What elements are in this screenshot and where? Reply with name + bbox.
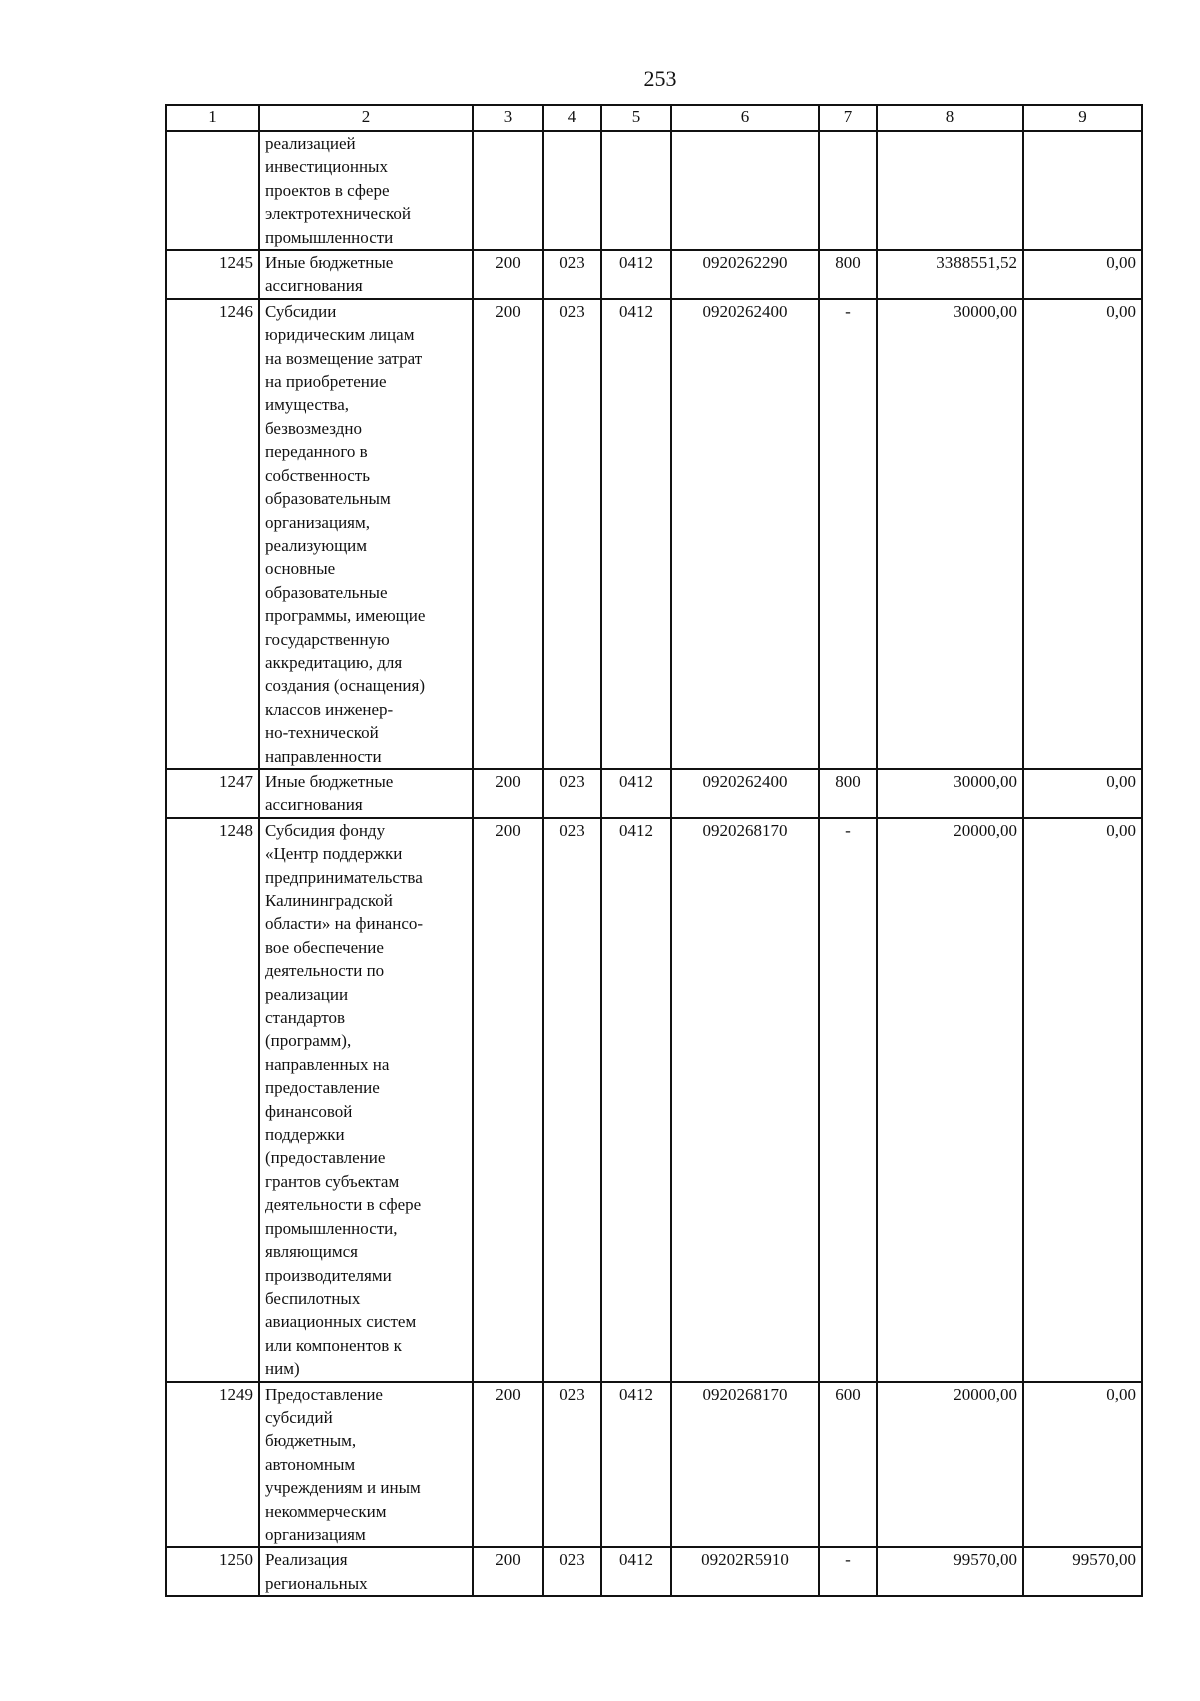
description-line: реализации [265,984,349,1004]
description-line: области» на финансо- [265,914,424,934]
description-cell [259,769,473,818]
description-line: направленных на [265,1054,390,1074]
code-cell: 0412 [601,1547,671,1596]
code-cell: - [819,299,877,769]
code-cell: 023 [543,1547,601,1596]
column-header: 3 [473,105,543,131]
description-line: бюджетным, [265,1431,357,1451]
description-line: на возмещение затрат [265,348,423,368]
amount-cell: 99570,00 [877,1547,1023,1596]
amount-cell: 0,00 [1023,299,1142,769]
description-line: учреждениям и иным [265,1478,421,1498]
description-line: производителями [265,1265,392,1285]
description-line: промышленности, [265,1218,398,1238]
description-line: Иные бюджетные [265,253,394,273]
code-cell: 200 [473,818,543,1382]
row-number-cell: 1247 [166,769,259,818]
code-cell [601,131,671,250]
code-cell: 0412 [601,299,671,769]
description-line: реализацией [265,134,356,153]
description-line: реализующим [265,535,368,555]
column-header: 2 [259,105,473,131]
description-line: классов инженер- [265,699,394,719]
description-line: являющимся [265,1242,358,1262]
table-row [166,131,1142,250]
row-number-cell: 1245 [166,250,259,299]
description-line: субсидий [265,1407,333,1427]
code-cell: 0920268170 [671,1382,819,1548]
row-number-cell: 1249 [166,1382,259,1548]
code-cell [473,131,543,250]
amount-cell: 99570,00 [1023,1547,1142,1596]
description-cell [259,250,473,299]
header-row [166,105,1142,131]
description-line: образовательным [265,489,391,509]
description-line: Субсидии [265,301,337,321]
amount-cell: 30000,00 [877,299,1023,769]
description-line: (программ), [265,1031,352,1051]
description-line: но-технической [265,723,379,743]
description-line: создания (оснащения) [265,676,425,696]
column-header: 6 [671,105,819,131]
column-header: 4 [543,105,601,131]
description-line: деятельности по [265,961,385,981]
amount-cell: 20000,00 [877,818,1023,1382]
description-line: Реализация [265,1550,348,1570]
description-line: переданного в [265,442,368,462]
description-line: образовательные [265,582,388,602]
budget-table [165,104,1143,1597]
description-line: юридическим лицам [265,325,415,345]
column-header: 7 [819,105,877,131]
description-line: проектов в сфере [265,180,390,200]
column-header: 9 [1023,105,1142,131]
row-number-cell: 1246 [166,299,259,769]
amount-cell: 0,00 [1023,818,1142,1382]
code-cell: 0412 [601,250,671,299]
code-cell: 0412 [601,1382,671,1548]
description-cell [259,1382,473,1548]
description-line: Предоставление [265,1384,383,1404]
description-line: государственную [265,629,390,649]
description-line: ассигнования [265,795,363,815]
amount-cell [877,131,1023,250]
amount-cell: 3388551,52 [877,250,1023,299]
code-cell: 023 [543,250,601,299]
code-cell: - [819,818,877,1382]
table-row [166,250,1142,299]
row-number-cell: 1250 [166,1547,259,1596]
code-cell [671,131,819,250]
table-row [166,818,1142,1382]
description-line: некоммерческим [265,1501,387,1521]
code-cell: 800 [819,250,877,299]
code-cell: 600 [819,1382,877,1548]
description-line: основные [265,559,336,579]
description-line: стандартов [265,1008,346,1028]
code-cell: 0920262400 [671,299,819,769]
description-line: ним) [265,1359,300,1379]
description-cell [259,818,473,1382]
code-cell [543,131,601,250]
description-line: промышленности [265,227,394,247]
code-cell: 200 [473,1382,543,1548]
code-cell: 0412 [601,769,671,818]
description-line: безвозмездно [265,418,362,438]
amount-cell: 0,00 [1023,250,1142,299]
code-cell: 800 [819,769,877,818]
amount-cell: 30000,00 [877,769,1023,818]
description-line: региональных [265,1573,368,1593]
description-line: предоставление [265,1078,380,1098]
code-cell: 200 [473,250,543,299]
code-cell: - [819,1547,877,1596]
description-line: Иные бюджетные [265,771,394,791]
description-line: вое обеспечение [265,937,384,957]
description-line: электротехнической [265,204,411,224]
description-line: поддержки [265,1125,345,1145]
amount-cell [1023,131,1142,250]
description-line: аккредитацию, для [265,652,403,672]
code-cell [819,131,877,250]
description-line: беспилотных [265,1288,361,1308]
page-number: 253 [643,66,677,91]
description-line: собственность [265,465,370,485]
description-line: программы, имеющие [265,606,426,626]
description-line: организациям [265,1524,366,1544]
description-line: финансовой [265,1101,353,1121]
code-cell: 0920262290 [671,250,819,299]
description-line: организациям, [265,512,370,532]
description-line: инвестиционных [265,157,388,177]
description-line: (предоставление [265,1148,386,1168]
description-line: имущества, [265,395,349,415]
amount-cell: 20000,00 [877,1382,1023,1548]
description-line: «Центр поддержки [265,844,403,864]
code-cell: 200 [473,769,543,818]
row-number-cell: 1248 [166,818,259,1382]
description-line: деятельности в сфере [265,1195,422,1215]
column-header: 1 [166,105,259,131]
amount-cell: 0,00 [1023,1382,1142,1548]
code-cell: 09202R5910 [671,1547,819,1596]
description-cell [259,299,473,769]
description-cell [259,131,473,250]
description-line: или компонентов к [265,1335,402,1355]
row-number-cell [166,131,259,250]
column-header: 5 [601,105,671,131]
table-row [166,299,1142,769]
description-line: авиационных систем [265,1312,417,1332]
code-cell: 023 [543,818,601,1382]
amount-cell: 0,00 [1023,769,1142,818]
table-row [166,769,1142,818]
description-cell [259,1547,473,1596]
code-cell: 0412 [601,818,671,1382]
description-line: предпринимательства [265,867,423,887]
code-cell: 023 [543,769,601,818]
table-row [166,1547,1142,1596]
table-row [166,1382,1142,1548]
description-line: грантов субъектам [265,1171,400,1191]
code-cell: 0920262400 [671,769,819,818]
code-cell: 023 [543,299,601,769]
code-cell: 200 [473,1547,543,1596]
description-line: Калининградской [265,891,393,910]
description-line: на приобретение [265,372,387,392]
description-line: автономным [265,1454,356,1474]
code-cell: 023 [543,1382,601,1548]
description-line: ассигнования [265,276,363,296]
description-line: Субсидия фонду [265,820,386,840]
code-cell: 0920268170 [671,818,819,1382]
code-cell: 200 [473,299,543,769]
description-line: направленности [265,746,382,766]
column-header: 8 [877,105,1023,131]
